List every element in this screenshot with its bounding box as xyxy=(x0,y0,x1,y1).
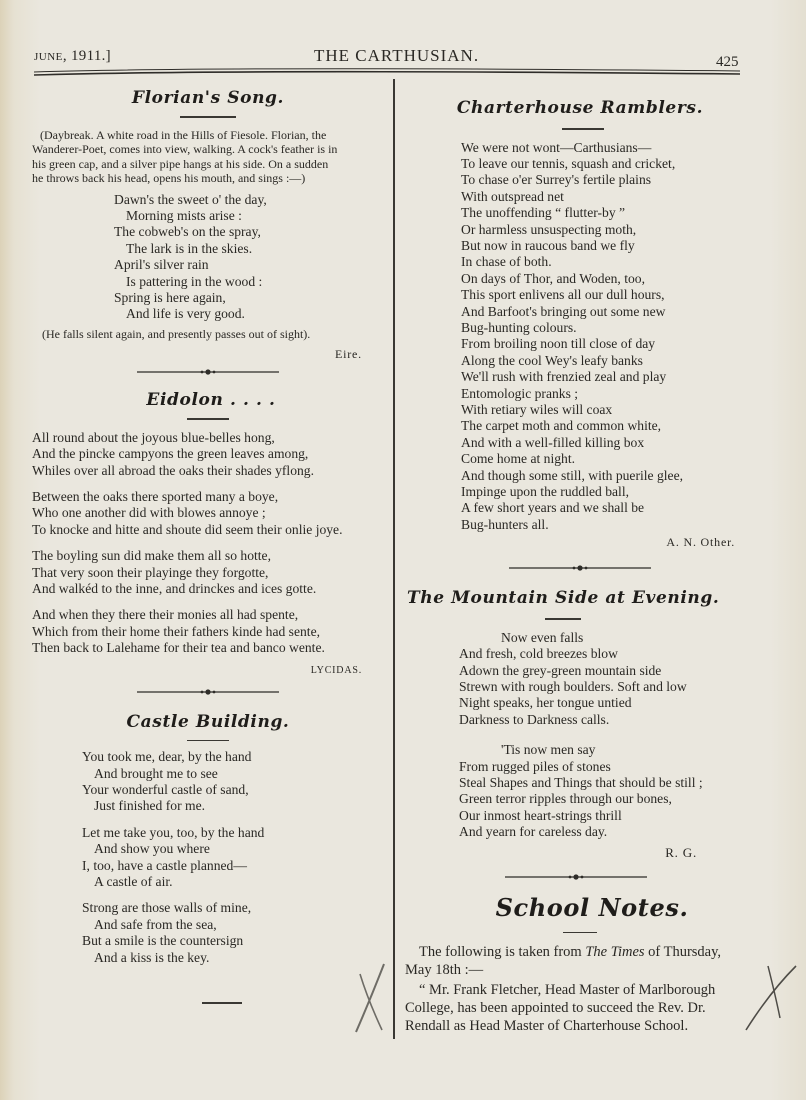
verse-line: And yearn for careless day. xyxy=(459,824,608,840)
verse-line: On days of Thor, and Woden, too, xyxy=(461,270,645,286)
verse-line: Night speaks, her tongue untied xyxy=(459,695,632,711)
verse-line: Then back to Lalehame for their tea and banco wente. xyxy=(32,640,325,656)
verse-line: And life is very good. xyxy=(126,306,245,322)
verse-line: Dawn's the sweet o' the day, xyxy=(114,191,267,207)
notes-intro-date: May 18th :— xyxy=(405,962,484,979)
issue-month: JUNE xyxy=(34,51,63,63)
stage-direction xyxy=(32,128,384,186)
verse-line: Morning mists arise : xyxy=(126,207,242,223)
intro-text: The following is taken from xyxy=(419,944,586,961)
title-rule xyxy=(180,116,236,118)
verse-line: With outspread net xyxy=(461,188,564,204)
stanza xyxy=(82,900,384,966)
newspaper-name: The Times xyxy=(585,944,645,961)
verse-line: Whiles over all abroad the oaks their shades yflong. xyxy=(32,462,314,478)
verse-line: Strong are those walls of mine, xyxy=(82,900,252,916)
verse-line: And Barfoot's bringing out some new xyxy=(461,303,666,319)
verse-line: Come home at night. xyxy=(461,451,576,467)
title-rule xyxy=(545,618,581,620)
stanza xyxy=(32,489,384,538)
verse-line: And brought me to see xyxy=(94,765,218,781)
verse-line: But now in raucous band we fly xyxy=(461,237,635,253)
stanza xyxy=(32,430,384,479)
verse-line: Your wonderful castle of sand, xyxy=(82,781,249,797)
poem-eidolon xyxy=(32,390,384,695)
ornament-divider xyxy=(509,564,651,572)
poem-title: Florian's Song. xyxy=(131,88,285,108)
verse-line: You took me, dear, by the hand xyxy=(82,749,252,765)
stage-direction-line: he throws back his head, opens his mouth, and sings :—) xyxy=(32,171,306,185)
header-double-rule xyxy=(34,66,740,78)
title-rule xyxy=(562,128,604,130)
pencil-x-mark-left xyxy=(352,960,394,1035)
verse-line: Bug-hunting colours. xyxy=(461,319,577,335)
verse-line: I, too, have a castle planned— xyxy=(82,857,247,873)
ornament-divider xyxy=(505,873,647,881)
stage-direction-line: his green cap, and a silver pipe hangs at his side. On a sudden xyxy=(32,156,329,171)
verse-line: Bug-hunters all. xyxy=(461,516,549,532)
verse-line: And walkéd to the inne, and drinckes and ices gotte. xyxy=(32,581,317,596)
verse-line: Which from their home their fathers kinde had sente, xyxy=(32,623,321,639)
verse-line: We'll rush with frenzied zeal and play xyxy=(461,369,667,385)
verse-line: All round about the joyous blue-belles hong, xyxy=(32,429,275,445)
stanza xyxy=(459,630,755,728)
verse-line: To leave our tennis, squash and cricket, xyxy=(461,155,676,171)
verse-line: Is pattering in the wood : xyxy=(126,273,263,289)
verse-line: To chase o'er Surrey's fertile plains xyxy=(461,172,652,188)
verse-line: A castle of air. xyxy=(94,873,173,889)
quote-line: College, has been appointed to succeed the Rev. Dr. xyxy=(405,1000,706,1017)
ornament-divider xyxy=(137,368,279,376)
notes-intro xyxy=(405,943,755,961)
right-column xyxy=(405,84,755,1035)
poem-title: Castle Building. xyxy=(126,711,290,732)
poem-charterhouse-ramblers xyxy=(405,98,755,572)
verse-line: This sport enlivens all our dull hours, xyxy=(461,287,665,303)
verse-line: Spring is here again, xyxy=(114,289,226,305)
verse-line: Who one another did with blowes annoye ; xyxy=(32,505,266,521)
school-notes xyxy=(405,893,755,1036)
verse-line: And show you where xyxy=(94,841,210,857)
verse-line: Between the oaks there sported many a boye, xyxy=(32,488,279,504)
verse-line: The boyling sun did make them all so hotte, xyxy=(32,548,271,564)
poem-title: The Mountain Side at Evening. xyxy=(407,588,720,609)
closing-direction: (He falls silent again, and presently passes out of sight). xyxy=(42,326,311,341)
verse-line: To knocke and hitte and shoute did seem their onlie joye. xyxy=(32,521,343,537)
stanza xyxy=(32,607,384,656)
poem-castle-building xyxy=(32,712,384,1004)
verse-line: In chase of both. xyxy=(461,254,552,270)
verse-line: Steal Shapes and Things that should be still ; xyxy=(459,775,703,790)
publication-title: THE CARTHUSIAN. xyxy=(314,46,480,65)
notes-quote xyxy=(405,981,755,1035)
stanza xyxy=(32,548,384,597)
verse xyxy=(32,192,384,323)
signature-rg: R. G. xyxy=(665,844,697,860)
verse-line: And when they there their monies all had spente, xyxy=(32,607,299,623)
verse-line: And fresh, cold breezes blow xyxy=(459,646,618,662)
verse-line: And with a well-filled killing box xyxy=(461,434,645,450)
verse-line: The cobweb's on the spray, xyxy=(114,224,261,240)
verse-line: April's silver rain xyxy=(114,257,209,273)
poem-florians-song xyxy=(32,88,384,376)
section-title: School Notes. xyxy=(495,892,689,922)
verse-line: And the pincke campyons the green leaves among, xyxy=(32,446,309,462)
verse-line: That very soon their playinge they forgotte, xyxy=(32,564,269,580)
poem-mountain-side xyxy=(405,588,755,880)
issue-year: , 1911.] xyxy=(62,48,111,64)
quote-line: “ Mr. Frank Fletcher, Head Master of Marlborough xyxy=(419,982,716,999)
title-rule xyxy=(187,418,229,420)
verse-line: Adown the grey-green mountain side xyxy=(459,662,662,678)
verse-line: Just finished for me. xyxy=(94,798,206,814)
verse-line: And safe from the sea, xyxy=(94,916,217,932)
verse-line: But a smile is the countersign xyxy=(82,933,244,949)
column-divider xyxy=(393,79,395,1039)
verse-line: The unoffending “ flutter-by ” xyxy=(461,205,626,221)
verse-line: Now even falls xyxy=(501,629,584,645)
pencil-x-mark-right xyxy=(740,962,800,1034)
quote-line: Rendall as Head Master of Charterhouse School. xyxy=(405,1018,689,1035)
verse-line: Entomologic pranks ; xyxy=(461,385,579,401)
verse-line: With retiary wiles will coax xyxy=(461,402,613,417)
verse-line: From broiling noon till close of day xyxy=(461,336,656,352)
verse-line: Our inmost heart-strings thrill xyxy=(459,807,622,823)
signature-lycidas: LYCIDAS. xyxy=(310,664,362,676)
verse-line: Darkness to Darkness calls. xyxy=(459,711,610,727)
stage-direction-line: Wanderer-Poet, comes into view, walking. A cock's feather is in xyxy=(32,142,338,156)
issue-date xyxy=(34,48,111,65)
verse-line: Impinge upon the ruddled ball, xyxy=(461,484,629,500)
intro-text: of Thursday, xyxy=(644,944,722,961)
verse-line: The carpet moth and common white, xyxy=(461,418,662,434)
verse-line: Along the cool Wey's leafy banks xyxy=(461,352,643,368)
end-rule xyxy=(202,1002,242,1004)
page-number: 425 xyxy=(716,54,739,70)
verse-line: We were not wont—Carthusians— xyxy=(461,139,652,155)
poem-title: Charterhouse Ramblers. xyxy=(456,98,704,118)
verse-line: Strewn with rough boulders. Soft and low xyxy=(459,678,687,694)
verse-line: Let me take you, too, by the hand xyxy=(82,824,265,840)
title-rule xyxy=(187,740,229,742)
ornament-divider xyxy=(137,688,279,696)
verse-line: A few short years and we shall be xyxy=(461,500,645,516)
verse-line: From rugged piles of stones xyxy=(459,758,611,774)
verse xyxy=(405,140,755,534)
signature-eire: Eire. xyxy=(335,347,362,362)
stanza xyxy=(82,749,384,815)
stanza xyxy=(459,742,755,840)
title-rule xyxy=(563,932,597,934)
verse-line: The lark is in the skies. xyxy=(126,240,253,256)
verse-line: Or harmless unsuspecting moth, xyxy=(461,221,637,237)
verse-line: Green terror ripples through our bones, xyxy=(459,791,672,807)
signature-an-other: A. N. Other. xyxy=(666,535,735,550)
stage-direction-line: (Daybreak. A white road in the Hills of Fiesole. Florian, the xyxy=(40,127,327,142)
left-column xyxy=(32,84,384,1004)
verse-line: And though some still, with puerile glee, xyxy=(461,467,684,483)
poem-title: Eidolon . . . . xyxy=(146,390,276,411)
stanza xyxy=(82,825,384,891)
verse-line: 'Tis now men say xyxy=(501,742,596,758)
verse-line: And a kiss is the key. xyxy=(94,949,210,965)
